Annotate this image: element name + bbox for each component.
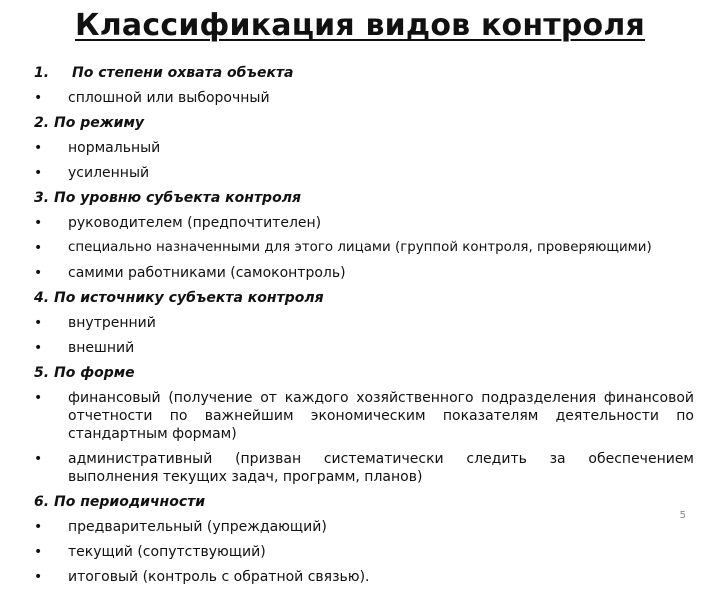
bullet-icon: •: [34, 451, 43, 467]
slide-title: Классификация видов контроля: [75, 8, 645, 43]
bullet-icon: •: [34, 390, 43, 406]
list-item-text: самими работниками (самоконтроль): [68, 265, 346, 281]
list-item: [34, 314, 694, 332]
bullet-icon: •: [34, 340, 43, 356]
list-item-text: финансовый (получение от каждого хозяйственного подразделения финансовой отчетности по важнейшим экономическим показателям деятельности по стандартным формам): [68, 390, 694, 442]
list-item-text: усиленный: [68, 165, 150, 181]
list-item: [34, 568, 694, 586]
bullet-icon: •: [34, 544, 43, 560]
section-number: 4.: [34, 290, 50, 306]
section-title: По режиму: [54, 115, 145, 131]
section-heading-periodicity: [34, 493, 694, 511]
list-item: [34, 389, 694, 443]
bullet-icon: •: [34, 140, 43, 156]
bullet-icon: •: [34, 569, 43, 585]
list-item: [34, 139, 694, 157]
list-item: [34, 264, 694, 282]
list-item-text: внутренний: [68, 315, 156, 331]
section-title: По периодичности: [54, 494, 206, 510]
section-number: 1.: [34, 65, 50, 81]
bullet-icon: •: [34, 519, 43, 535]
list-item-text: руководителем (предпочтителен): [68, 215, 322, 231]
bullet-icon: •: [34, 90, 43, 106]
list-item-text: нормальный: [68, 140, 161, 156]
section-heading-subject-source: [34, 289, 694, 307]
list-item: [34, 214, 694, 232]
section-number: 3.: [34, 190, 50, 206]
list-item: [34, 339, 694, 357]
list-item: [34, 164, 694, 182]
section-heading-mode: [34, 114, 694, 132]
bullet-icon: •: [34, 240, 43, 256]
list-item-text: внешний: [68, 340, 135, 356]
list-item: [34, 543, 694, 561]
section-heading-subject-level: [34, 189, 694, 207]
section-heading-form: [34, 364, 694, 382]
bullet-icon: •: [34, 315, 43, 331]
list-item: [34, 89, 694, 107]
list-item: [34, 239, 694, 257]
bullet-icon: •: [34, 165, 43, 181]
list-item: [34, 450, 694, 486]
classification-list: [34, 64, 694, 593]
section-heading-coverage: [34, 64, 694, 82]
list-item-text: текущий (сопутствующий): [68, 544, 266, 560]
section-title: По степени охвата объекта: [72, 65, 294, 81]
section-title: По источнику субъекта контроля: [54, 290, 324, 306]
section-number: 6.: [34, 494, 50, 510]
bullet-icon: •: [34, 215, 43, 231]
page-number: 5: [679, 510, 686, 521]
section-number: 2.: [34, 115, 50, 131]
list-item-text: специально назначенными для этого лицами (группой контроля, проверяющими): [68, 240, 652, 255]
section-title: По форме: [54, 365, 135, 381]
list-item-text: итоговый (контроль с обратной связью).: [68, 569, 370, 585]
section-number: 5.: [34, 365, 50, 381]
list-item-text: предварительный (упреждающий): [68, 519, 327, 535]
bullet-icon: •: [34, 265, 43, 281]
section-title: По уровню субъекта контроля: [54, 190, 301, 206]
list-item: [34, 518, 694, 536]
list-item-text: административный (призван систематически следить за обеспечением выполнения текущих задач, программ, планов): [68, 451, 694, 485]
list-item-text: сплошной или выборочный: [68, 90, 270, 106]
